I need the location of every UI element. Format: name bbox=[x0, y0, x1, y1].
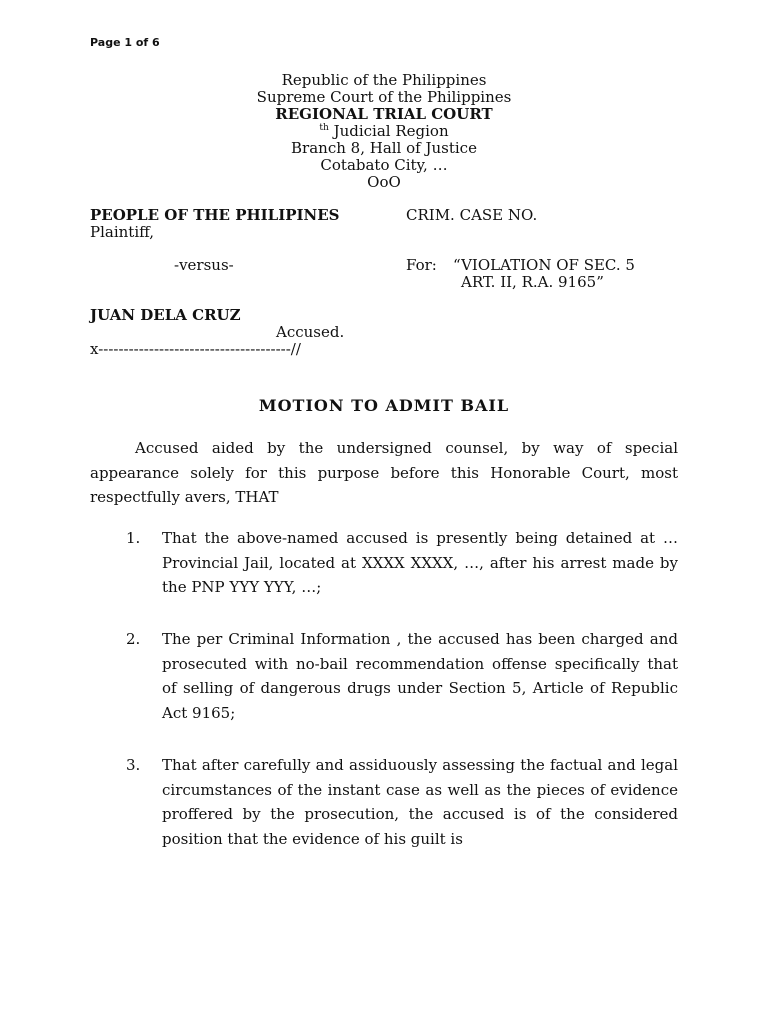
item-number: 3. bbox=[126, 756, 141, 774]
caption-ordinal-suffix: th bbox=[319, 123, 329, 133]
caption-ornament: OoO bbox=[367, 173, 401, 191]
plaintiff-role: Plaintiff, bbox=[90, 223, 155, 241]
numbered-item bbox=[126, 526, 678, 600]
for-label: For: bbox=[406, 256, 437, 274]
versus-label: -versus- bbox=[174, 256, 234, 274]
caption-separator: x--------------------------------------// bbox=[90, 340, 301, 358]
caption-judicial-region-text: Judicial Region bbox=[328, 122, 449, 140]
violation-line-1: “VIOLATION OF SEC. 5 bbox=[453, 256, 635, 274]
item-text: That the above-named accused is presently being detained at … Provincial Jail, located at XXXX XXXX, …, after his arrest made by the PNP YYY YYY, …; bbox=[162, 529, 678, 596]
intro-paragraph: Accused aided by the undersigned counsel, by way of special appearance solely for this purpose before this Honorable Court, most respectfully avers, THAT bbox=[90, 439, 678, 506]
caption-supreme-court: Supreme Court of the Philippines bbox=[256, 88, 512, 106]
numbered-item bbox=[126, 627, 678, 725]
caption-regional-trial-court: REGIONAL TRIAL COURT bbox=[275, 105, 493, 123]
court-caption bbox=[200, 72, 568, 191]
item-text: That after carefully and assiduously assessing the factual and legal circumstances of the instant case as well as the pieces of evidence proffered by the prosecution, the accused is of the considered position that the evidence of his guilt is bbox=[162, 756, 678, 848]
item-text: The per Criminal Information , the accused has been charged and prosecuted with no-bail recommendation offense specifically that of selling of dangerous drugs under Section 5, Article of Republic Act 9165; bbox=[162, 630, 678, 722]
caption-city: Cotabato City, … bbox=[320, 156, 448, 174]
numbered-item bbox=[126, 753, 678, 851]
item-number: 1. bbox=[126, 529, 141, 547]
accused-role: Accused. bbox=[276, 323, 345, 341]
caption-republic: Republic of the Philippines bbox=[281, 71, 487, 89]
accused-name: JUAN DELA CRUZ bbox=[90, 306, 241, 324]
violation-line-2: ART. II, R.A. 9165” bbox=[461, 273, 604, 291]
case-number-label: CRIM. CASE NO. bbox=[406, 206, 538, 224]
plaintiff-name: PEOPLE OF THE PHILIPINES bbox=[90, 206, 340, 224]
document-title: MOTION TO ADMIT BAIL bbox=[258, 396, 510, 415]
page-number: Page 1 of 6 bbox=[90, 36, 160, 49]
caption-branch: Branch 8, Hall of Justice bbox=[291, 139, 477, 157]
caption-judicial-region bbox=[200, 123, 568, 140]
item-number: 2. bbox=[126, 630, 141, 648]
